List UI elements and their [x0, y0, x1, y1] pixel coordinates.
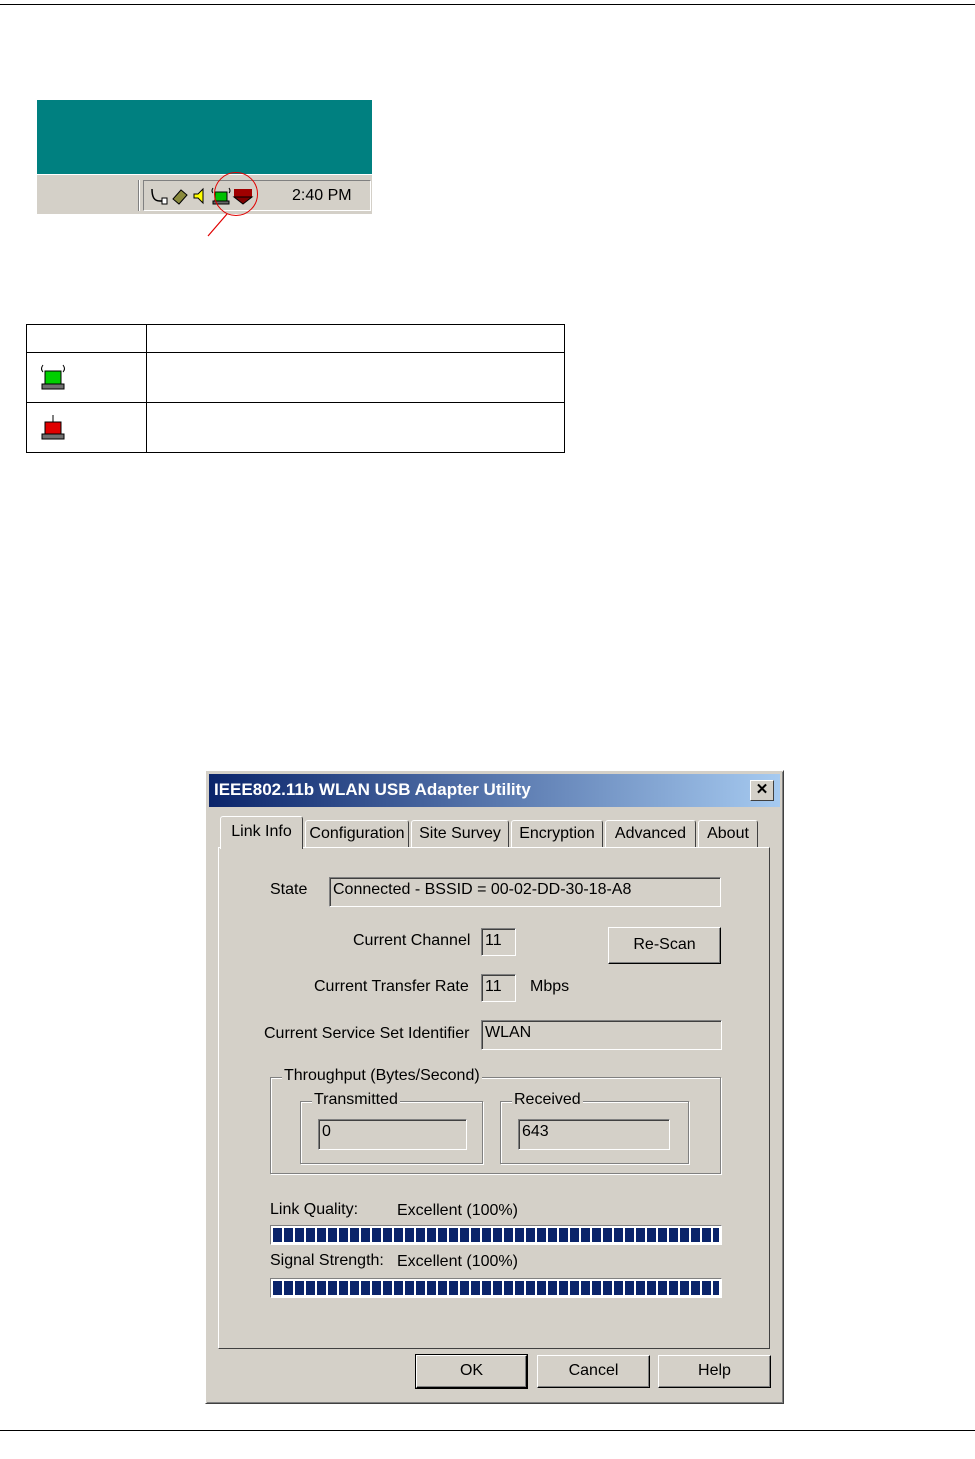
- rescan-button[interactable]: Re-Scan: [608, 927, 721, 964]
- icon-legend-table: [26, 324, 565, 453]
- volume-icon[interactable]: [191, 187, 209, 205]
- wlan-disconnected-red-icon: [37, 413, 69, 443]
- current-channel-field: 11: [481, 928, 516, 956]
- link-quality-label: Link Quality:: [270, 1201, 359, 1218]
- network-cable-icon[interactable]: [150, 187, 168, 205]
- link-quality-fill: [273, 1228, 719, 1242]
- callout-circle: [214, 172, 258, 216]
- help-button[interactable]: Help: [658, 1355, 771, 1388]
- received-label: Received: [514, 1091, 581, 1108]
- tab-configuration[interactable]: Configuration: [305, 820, 409, 848]
- link-quality-bar: [270, 1225, 722, 1245]
- tab-about[interactable]: About: [698, 820, 758, 848]
- legend-description: [147, 353, 565, 403]
- tab-site-survey[interactable]: Site Survey: [411, 820, 509, 848]
- tab-link-info[interactable]: Link Info: [220, 816, 303, 849]
- signal-strength-label: Signal Strength:: [270, 1252, 384, 1269]
- desktop-background: [37, 100, 372, 174]
- tab-advanced[interactable]: Advanced: [605, 820, 696, 848]
- tray-separator: [138, 180, 140, 211]
- signal-strength-bar: [270, 1278, 722, 1298]
- ssid-field: WLAN: [481, 1020, 722, 1050]
- link-info-panel: [218, 847, 770, 1349]
- pcmcia-card-icon[interactable]: [171, 187, 189, 205]
- transfer-rate-field: 11: [481, 974, 516, 1002]
- transmitted-field: 0: [318, 1119, 467, 1150]
- legend-header-icon: [27, 325, 147, 353]
- transmitted-label: Transmitted: [314, 1091, 398, 1108]
- legend-icon-cell: [27, 403, 147, 453]
- state-label: State: [270, 881, 308, 898]
- state-field: Connected - BSSID = 00-02-DD-30-18-A8: [329, 877, 721, 907]
- taskbar: [37, 174, 372, 214]
- link-quality-value: Excellent (100%): [397, 1202, 518, 1219]
- tab-encryption[interactable]: Encryption: [511, 820, 603, 848]
- legend-icon-cell: [27, 353, 147, 403]
- wlan-utility-dialog: [205, 770, 784, 1404]
- legend-header-description: [147, 325, 565, 353]
- clock[interactable]: 2:40 PM: [292, 187, 352, 204]
- transfer-rate-label: Current Transfer Rate: [314, 978, 469, 995]
- window-title: IEEE802.11b WLAN USB Adapter Utility: [214, 780, 531, 799]
- legend-description: [147, 403, 565, 453]
- current-channel-label: Current Channel: [353, 932, 471, 949]
- ok-button[interactable]: OK: [416, 1355, 527, 1388]
- cancel-button[interactable]: Cancel: [537, 1355, 650, 1388]
- bottom-rule: [0, 1430, 975, 1431]
- ssid-label: Current Service Set Identifier: [264, 1025, 470, 1042]
- throughput-label: Throughput (Bytes/Second): [284, 1067, 480, 1084]
- top-rule: [0, 4, 975, 5]
- received-field: 643: [518, 1119, 670, 1150]
- close-button[interactable]: ✕: [750, 780, 774, 801]
- title-bar[interactable]: [209, 774, 780, 807]
- signal-strength-fill: [273, 1281, 719, 1295]
- transfer-rate-unit: Mbps: [530, 978, 570, 995]
- wlan-connected-green-icon: [37, 363, 69, 393]
- signal-strength-value: Excellent (100%): [397, 1253, 518, 1270]
